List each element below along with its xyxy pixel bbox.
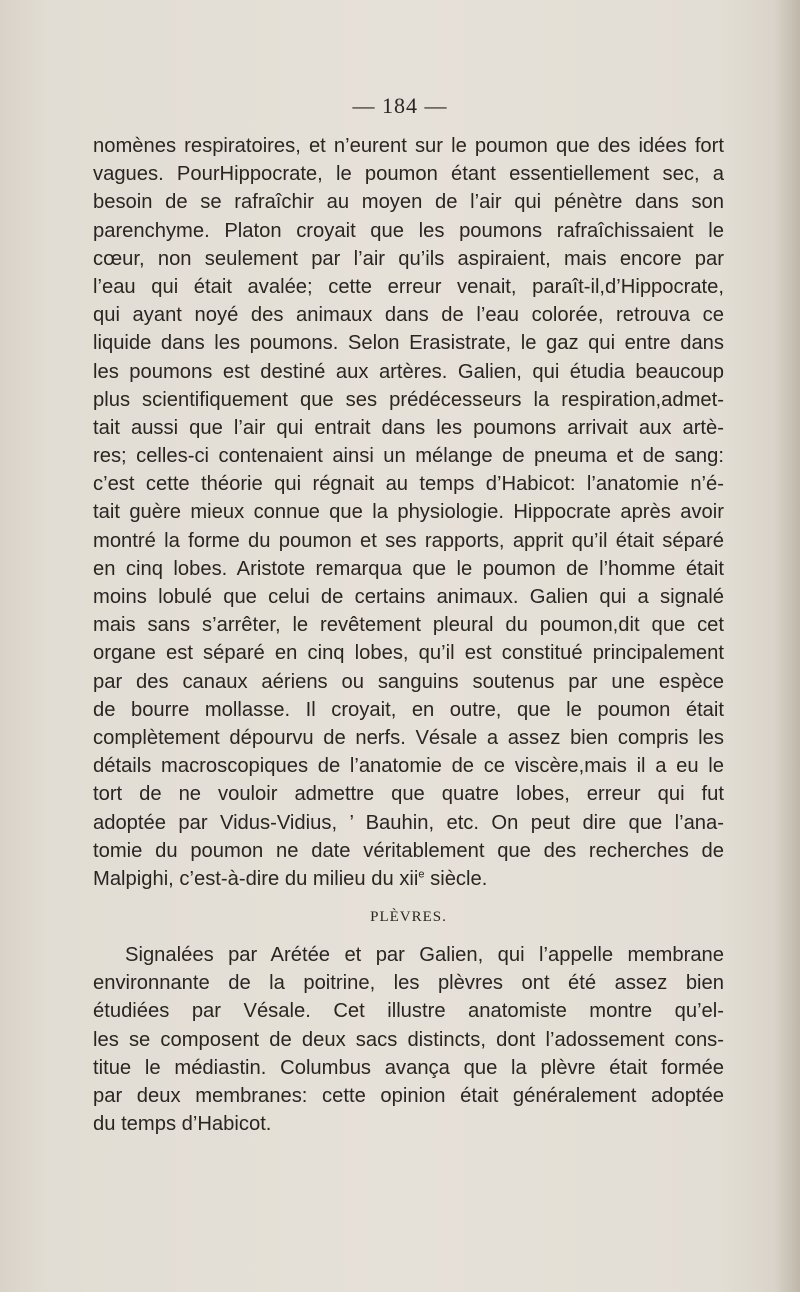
text-line: nomènes respiratoires, et n’eurent sur le poumon que des idées fort bbox=[93, 135, 724, 157]
roman-numeral: xii bbox=[399, 867, 419, 890]
section-heading: PLÈVRES. bbox=[370, 909, 447, 926]
superscript: e bbox=[418, 868, 425, 881]
text-line: étudiées par Vésale. Cet illustre anatomiste montre qu’el- bbox=[93, 1000, 724, 1023]
text-line: les poumons est destiné aux artères. Galien, qui étudia beaucoup bbox=[93, 360, 724, 383]
text-line: c’est cette théorie qui régnait au temps d’Habicot: l’anatomie n’é- bbox=[93, 473, 724, 496]
text-line: adoptée par Vidus-Vidius, ’ Bauhin, etc. On peut dire que l’ana- bbox=[93, 811, 724, 834]
text-line: tait guère mieux connue que la physiologie. Hippocrate après avoir bbox=[93, 501, 724, 524]
body-text bbox=[93, 132, 724, 1138]
text-fragment: siècle. bbox=[424, 867, 488, 890]
text-line: montré la forme du poumon et ses rapports, apprit qu’il était séparé bbox=[93, 529, 724, 552]
text-line: res; celles-ci contenaient ainsi un mélange de pneuma et de sang: bbox=[93, 445, 724, 468]
text-line-last: du temps d’Habicot. bbox=[93, 1113, 272, 1136]
paragraph-1 bbox=[93, 132, 724, 893]
text-line: détails macroscopiques de l’anatomie de ce viscère,mais il a eu le bbox=[93, 755, 724, 778]
text-line: tait aussi que l’air qui entrait dans les poumons arrivait aux artè- bbox=[93, 416, 724, 439]
text-line: tort de ne vouloir admettre que quatre lobes, erreur qui fut bbox=[93, 783, 724, 806]
text-line: les se composent de deux sacs distincts, dont l’adossement cons- bbox=[93, 1028, 724, 1051]
text-line: par des canaux aériens ou sanguins soutenus par une espèce bbox=[93, 670, 724, 693]
text-line: tomie du poumon ne date véritablement que des recherches de bbox=[93, 839, 724, 862]
text-line: parenchyme. Platon croyait que les poumons rafraîchissaient le bbox=[93, 219, 724, 242]
text-line-last bbox=[93, 865, 724, 893]
text-line: complètement dépourvu de nerfs. Vésale a assez bien compris les bbox=[93, 726, 724, 749]
text-line: environnante de la poitrine, les plèvres ont été assez bien bbox=[93, 972, 724, 995]
text-line: plus scientifiquement que ses prédécesseurs la respiration,admet- bbox=[93, 388, 724, 411]
paragraph-2 bbox=[93, 941, 724, 1138]
text-line: vagues. PourHippocrate, le poumon étant essentiellement sec, a bbox=[93, 163, 724, 186]
text-line: qui ayant noyé des animaux dans de l’eau colorée, retrouva ce bbox=[93, 304, 724, 327]
text-line: l’eau qui était avalée; cette erreur venait, paraît-il,d’Hippocrate, bbox=[93, 275, 724, 298]
text-line: Signalées par Arétée et par Galien, qui l’appelle membrane bbox=[125, 944, 724, 967]
text-line: moins lobulé que celui de certains animaux. Galien qui a signalé bbox=[93, 586, 724, 608]
text-line: en cinq lobes. Aristote remarqua que le poumon de l’homme était bbox=[93, 557, 724, 580]
text-line: mais sans s’arrêter, le revêtement pleural du poumon,dit que cet bbox=[93, 614, 724, 637]
text-fragment: Malpighi, c’est-à-dire du milieu du bbox=[93, 867, 400, 890]
text-line: titue le médiastin. Columbus avança que la plèvre était formée bbox=[93, 1056, 724, 1079]
text-line: liquide dans les poumons. Selon Erasistrate, le gaz qui entre dans bbox=[93, 332, 724, 355]
text-line: de bourre mollasse. Il croyait, en outre, que le poumon était bbox=[93, 698, 724, 721]
text-line: organe est séparé en cinq lobes, qu’il est constitué principalement bbox=[93, 642, 724, 665]
text-line: besoin de se rafraîchir au moyen de l’air qui pénètre dans son bbox=[93, 191, 724, 214]
text-line: par deux membranes: cette opinion était généralement adoptée bbox=[93, 1085, 724, 1107]
text-line: cœur, non seulement par l’air qu’ils aspiraient, mais encore par bbox=[93, 247, 724, 270]
page-number: — 184 — bbox=[352, 93, 448, 118]
